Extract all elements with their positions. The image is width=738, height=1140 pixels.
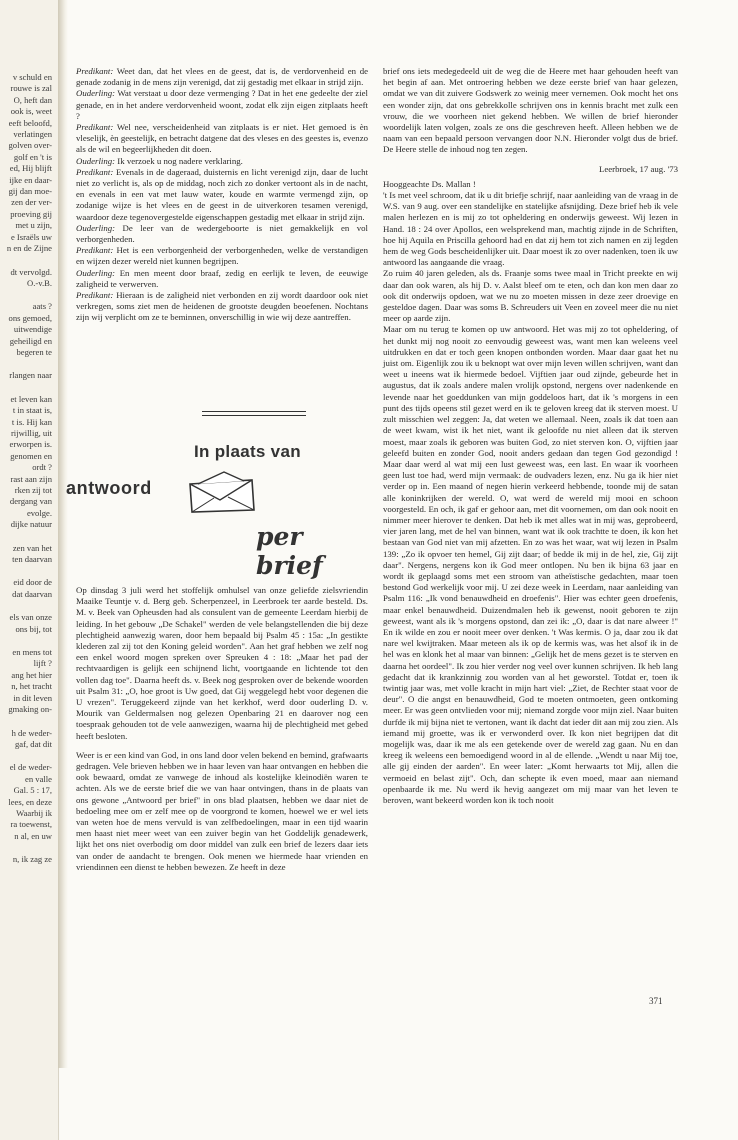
- margin-fragment: eeft beloofd,: [8, 117, 52, 128]
- margin-fragment: n, het tracht: [11, 681, 52, 692]
- margin-fragment: [0, 255, 58, 267]
- margin-fragment: dt vervolgd.: [10, 266, 52, 277]
- margin-fragment: dat daarvan: [12, 588, 52, 599]
- dialogue-entry: [76, 66, 368, 88]
- dialogue-entry: [76, 156, 368, 167]
- dialogue-column: [76, 66, 368, 324]
- speaker-label: Predikant:: [76, 245, 114, 256]
- dialogue-text: De leer van de wedergeboorte is niet gemakkelijk en vol verborgenheden.: [76, 222, 368, 245]
- margin-fragment: n en de Zijne: [6, 243, 52, 254]
- margin-fragment: et leven kan: [10, 393, 52, 404]
- book-spine-shadow: [58, 0, 68, 1068]
- margin-fragment: met u zijn,: [15, 220, 52, 231]
- margin-fragment: rast aan zijn: [10, 473, 52, 484]
- dialogue-entry: [76, 167, 368, 223]
- dialogue-entry: [76, 88, 368, 122]
- page-number: 371: [649, 996, 663, 1006]
- margin-fragment: rijwillig, uit: [10, 427, 52, 438]
- margin-fragment: lees, en deze: [8, 796, 52, 807]
- previous-page-margin: [0, 0, 59, 1140]
- margin-fragment: en mens tot: [12, 647, 52, 658]
- dialogue-text: En men meent door braaf, zedig en eerlijk te leven, de eeuwige zaligheid te verwerven.: [76, 267, 368, 289]
- margin-fragment: [0, 531, 58, 543]
- margin-fragment: Gal. 5 : 17,: [13, 785, 52, 796]
- article-paragraph: Weer is er een kind van God, in ons land door velen bekend en bemind, grafwaarts gedragen. Vele brieven hebben we in haar leven van haar ontvangen en hebben die ook bewaard, omdat ze vanwege de inhoud als kostelijke kleinodiën waren te achten. Als we de eerste brief die we van haar ontvingen, thans in de plaats van ons gewone „Antwoord per brief" in ons blad plaatsen, hebben we daar niet de bedoeling mee om er zelf mee op de voorgrond te komen, hoewel we er wel iets van weten hoe de mens vervuld is van zelfbedoelingen, maar in een tijd waarin men haast niet meer weet van een zuiver begin van het Goddelijk genadewerk, lijkt het ons niet overbodig om door middel van zulk een brief de lezers daar iets van onder de aandacht te brengen. Ook menen we hiermede haar vrienden en vriendinnen een dienst te hebben bewezen. Ze heeft in deze: [76, 749, 368, 872]
- dialogue-entry: [76, 268, 368, 290]
- margin-fragment: dijke natuur: [10, 519, 52, 530]
- margin-fragment: rken zij tot: [14, 485, 52, 495]
- margin-fragment: h de weder-: [11, 727, 52, 738]
- envelope-icon: [184, 470, 258, 514]
- speaker-label: Ouderling:: [76, 155, 116, 166]
- article-paragraph: Op dinsdag 3 juli werd het stoffelijk omhulsel van onze geliefde zielsvriendin Maaike Teuntje v. d. Berg geb. Scherpenzeel, in Leerbroek ter aarde besteld. Ds. M. v. Beek van Opheusden had als consulent van de gemeente Leerdam hierbij de leiding. In het gebouw „De Schakel" werden de vele belangstellenden die bij deze plechtigheid aanwezig waren, door hem bepaald bij Psalm 45 : 15a: „In gestikte klederen zal zij tot den Koning geleid worden". Aan het graf hebben we zelf nog een enkel woord mogen spreken over Spreuken 4 : 18: „Maar het pad der rechtvaardigen is gelijk een schijnend licht, voortgaande en lichtende tot den vollen dag toe". Daarna heeft ds. v. Beek nog gesproken over de bekende woorden uit Psalm 31: „O, hoe groot is Uw goed, dat Gij weggelegd hebt voor degenen die U vrezen". Teruggekeerd zijnde van het kerkhof, werd door ouderling D. v. Mourik van Geldermalsen nog gelezen Openbaring 21 en daarover nog een toespraak gehouden tot de vele aanwezigen, waarna hij de plechtigheid met gebed heeft besloten.: [76, 585, 368, 741]
- dialogue-text: Hieraan is de zaligheid niet verbonden en zij wordt daardoor ook niet verkregen, soms ziet men de heidenen de grootste deugden beoefenen. Nochtans zijn wij verplicht om ze te beminnen, onverschillig in wie wij deze aantreffen.: [76, 290, 368, 323]
- heading-line-1: In plaats van: [194, 442, 301, 461]
- margin-fragment: gmaking on-: [8, 704, 52, 715]
- margin-fragment: v schuld en: [12, 72, 52, 82]
- dialogue-text: Wel nee, verscheidenheid van zitplaats is er niet. Het gemoed is èn vleselijk, èn geestelijk, en betracht datgene dat des vleses en des geestes is, evenzo als de wil en begeerlijkheden dit doen.: [76, 122, 368, 155]
- margin-fragment: evolge.: [26, 507, 52, 518]
- dialogue-text: Evenals in de dageraad, duisternis en licht verenigd zijn, daar de lucht niet zo verlicht is, als op de middag, noch zich zo donker vertoont als in de nacht, en evenals in een vat met lauw water, koude en warmte vermengd zijn, op zodanige wijze is het vlees en de geest in de uitverkoren tesamen verenigd, waardoor deze tegenovergestelde eigenschappen gestadig met elkaar in strijd zijn.: [76, 166, 368, 222]
- margin-fragment: gij dan moe-: [8, 186, 52, 197]
- margin-fragment: ang het hier: [11, 669, 52, 680]
- letter-paragraph: 't Is met veel schroom, dat ik u dit briefje schrijf, naar aanleiding van de vraag in de W.S. van 9 aug. over een standelijke en statelijke afsnijding. Deze brief heb ik vele malen herlezen en is mij zo tot opheldering en onderwijs geweest. Wij lezen in Hand. 18 : 24 over Apollos, een welsprekend man, machtig zijnde in de Schriften, hoe hij Aquila en Priscilla gehoord had en dat zij hem tot zich namen en zij legden hem de weg Gods bescheidenlijker uit. Daar moest ik zo over nadenken, toen ik uw antwoord las aangaande die vraag.: [383, 190, 678, 268]
- dialogue-entry: [76, 122, 368, 156]
- margin-fragment: [0, 600, 58, 612]
- letter-place-date: Leerbroek, 17 aug. '73: [598, 163, 678, 174]
- heading-line-2: antwoord: [66, 478, 152, 498]
- margin-fragment: t is. Hij kan: [11, 416, 52, 427]
- margin-fragment: ons bij, tot: [15, 623, 52, 634]
- left-lower-text: [76, 585, 368, 873]
- margin-fragment: ten daarvan: [12, 554, 52, 565]
- margin-fragment: [0, 565, 58, 577]
- margin-fragment: aats ?: [32, 301, 52, 312]
- dialogue-entry: [76, 223, 368, 245]
- dialogue-text: Wat verstaat u door deze vermenging ? Dat in het ene gedeelte der ziel genade, en in het andere verdorvenheid woont, zodat elk zijn eigen zitplaats heeft ?: [76, 88, 368, 121]
- speaker-label: Ouderling:: [76, 88, 116, 99]
- speaker-label: Predikant:: [76, 290, 114, 301]
- dialogue-entry: [76, 290, 368, 324]
- margin-fragment: els van onze: [9, 612, 52, 623]
- margin-fragment: n, ik zag ze: [12, 854, 52, 865]
- margin-fragment: ons gemoed,: [8, 312, 52, 323]
- margin-fragment: erworpen is.: [9, 439, 52, 450]
- margin-fragment: golf en 't is: [13, 151, 52, 162]
- letter-salutation: Hooggeachte Ds. Mallan !: [383, 178, 476, 189]
- margin-fragment: t in staat is,: [12, 405, 52, 416]
- section-divider: [202, 411, 306, 412]
- margin-fragment: in dit leven: [13, 692, 52, 703]
- margin-fragment: [0, 289, 58, 301]
- margin-fragment: proeving gij: [10, 208, 52, 219]
- margin-fragment: ijke en daar-: [9, 174, 52, 185]
- margin-fragment: n al, en uw: [14, 830, 52, 841]
- margin-fragment: uitwendige: [13, 324, 52, 335]
- margin-fragment: eid door de: [13, 577, 52, 588]
- speaker-label: Predikant:: [76, 166, 114, 177]
- margin-fragment: ed, Hij blijft: [9, 163, 52, 174]
- margin-fragment: rlangen naar: [9, 370, 52, 381]
- margin-fragment: begeren te: [16, 346, 52, 357]
- dialogue-entry: [76, 245, 368, 267]
- margin-fragment: en valle: [25, 773, 52, 784]
- heading-line-3: per brief: [256, 522, 323, 580]
- margin-fragment: rouwe is zal: [10, 83, 52, 94]
- margin-fragment: geheiligd en: [9, 335, 52, 346]
- section-divider-thin: [202, 415, 306, 416]
- margin-fragment: [0, 842, 58, 854]
- speaker-label: Predikant:: [76, 122, 114, 133]
- margin-fragment: [0, 635, 58, 647]
- margin-fragment: [0, 382, 58, 394]
- letter-intro: brief ons iets medegedeeld uit de weg die de Heere met haar gehouden heeft van het begin af aan. Met ontroering hebben we deze eerste brief van haar gelezen, omdat we van dit zuivere Godswerk zo weinig meer vernemen. Ook mocht het ons een wonder zijn, dat ons gebrekkolle schrijven ons in kennis bracht met zulk een vrouw, die we voorheen niet gekend hebben. We willen de brief hieronder woordelijk laten volgen, zoals ze ons die geschreven heeft. Alleen hebben we de naam van een bepaald persoon vervangen door N.N. Hieronder volgt dus de brief. De Heere stelle de inhoud nog ten zegen.: [383, 66, 678, 155]
- margin-fragment: dergang van: [9, 496, 52, 507]
- speaker-label: Predikant:: [76, 66, 114, 76]
- margin-fragment: Waarbij ik: [16, 807, 52, 818]
- letter-body: [383, 190, 678, 806]
- margin-fragment: zen der ver-: [11, 197, 52, 208]
- margin-fragment: zen van het: [12, 542, 52, 553]
- margin-fragment: genomen en: [10, 450, 52, 461]
- letter-paragraph: Maar om nu terug te komen op uw antwoord. Het was mij zo tot opheldering, of het dunkt mij nog nooit zo eenvoudig geweest was, want men kan weleens veel uitdrukken en dat er toch geen knopen ontbonden worden. Maar daar gaat het nu juist om. Eigenlijk zou ik u beknopt wat over mijn leven willen schrijven, want dan weet u ineens wat ik hiermede bedoel. Vijftien jaar oud zijnde, gebeurde het in augustus, dat ik zoals andere malen vrolijk opstond, nergens over nadenkende en levende naar het goeddunken van mijn goddeloos hart, dat ik 's morgens in een punt des tijds opeens stil gezet werd en ik te geloven kreeg dat ik sterven moest. U zult misschien wel zeggen: Ja, dat weten we allemaal. Neen, zoals ik dat toen aan de weet kwam, wist ik het niet, want ik geloofde nu niet alleen dat ik sterven moest, maar zoals ik geboren was buiten God, zo niet sterven kon. O, vijftien jaar geleefd buiten en zonder God, nooit anders gedaan dan tegen God gezondigd ! Maar daar werd al wat mij een lust geweest was, een last. En waar ik voorheen geen lust toe had, werd mijn vermaak: de oudvaders lezen, enz. Nu ga ik hier niet verder op in. Een maand of negen hierin verkeerd hebbende, toonde mij de satan alle koninkrijken der wereld. O, wat werd de wereld mij mooi en schoon voorgesteld. En och, ik gaf er gehoor aan, met dit voornemen, om dan ook nooit en nimmer meer hierover te denken. Dat heb ik met alles wat in mij was, geprobeerd, vier jaren lang, met de hel van binnen, want wat ik ook trachtte te doen, ik kon het bestaan van God niet van mij afzetten. En zo was het waar, wat wij lezen in Psalm 139: „Zo ik opvoer ten hemel, Gij zijt daar; of bedde ik mij in de hel, zie, Gij zijt daar". Nergens, nergens kon ik God meer ontlopen. Nu ben ik bijna 63 jaar en wordt ik geplaagd soms met een stroom van atheïstische gedachten, maar toen bestond God werkelijk voor mij. U zei deze week in Leerdam, naar aanleiding van Psalm 116: „Ik vond benauwdheid en droefenis". Hier was echter geen droefenis, maar enkel benauwdheid. Duizendmalen heb ik gewenst, nooit geboren te zijn geweest, want als ik 's morgens opstond, dan zei ik: „O, daar is dat nare alweer !" En ik wilde en zou er nooit meer over denken. 't Was kermis. O ja, daar zou ik dat nare wel kwijtraken. Maar meteen als ik op de kermis was, was het alsof ik in de hel was en klonk het al maar van binnen: „Gelijk het de mens gezet is te sterven en daarna het oordeel". Ik zou hier verder nog veel over kunnen schrijven. Ik heb lang gedacht dat ik krankzinnig zou worden van al het geworstel. Totdat er, toen ik twintig jaar was, met volle kracht in mijn hart viel: „Ziet, de Rechter staat voor de deur". O die angst en benauwdheid, God te moeten ontmoeten, geen ontkoming meer. Er was geen ontvlieden voor mij; niemand zorgde voor mijn ziel. Naar buiten durfde ik mij bijna niet te vertonen, want ik dacht dat ieder dit aan mij zou zien. Als iemand mij groette, was ik er verwonderd over. Ik kon niet begrijpen dat dit mogelijk was, daar ik me als een getekende over de wereld zag gaan. Nu en dan kreeg ik weleens een bemoedigend woord in al de ellende. „Wendt u naar Mij toe, alle gij einden der aarden". En weer later: „Komt herwaarts tot Mij, allen die vermoeid en belast zijt". Och, dan schepte ik even moed, maar aan niemand openbaarde ik me. Nu werd ik hevig aangezet om mij maar van het leven te beroven, want bekeerd worden kon ik toch nooit: [383, 324, 678, 805]
- margin-fragment: ra toewenst,: [10, 819, 52, 830]
- margin-fragment: el de weder-: [9, 762, 52, 773]
- speaker-label: Ouderling:: [76, 267, 116, 278]
- margin-fragment: ordt ?: [32, 462, 52, 473]
- margin-fragment: [0, 716, 58, 728]
- margin-fragment: gaf, dat dit: [15, 738, 52, 749]
- margin-fragment: lijft ?: [33, 658, 52, 669]
- margin-fragment: O.-v.B.: [27, 277, 52, 288]
- margin-fragment: golven over-: [8, 140, 52, 151]
- section-heading: [66, 430, 368, 580]
- letter-column: [383, 66, 678, 806]
- letter-paragraph: Zo ruim 40 jaren geleden, als ds. Fraanje soms twee maal in Tricht preekte en wij daar dan ook waren, als hij D. v. Aalst bleef om te eten, och dan kon men daar zo ook dit onderwijs opdoen, wat we nu zo moeten missen in deze zeer droevige en gesteldoe dagen. Daar was soms B. Schreuders uit Veen en zoveel meer die nu niet meer op aarde zijn.: [383, 268, 678, 324]
- margin-fragment: [0, 358, 58, 370]
- margin-fragment: [0, 750, 58, 762]
- dialogue-text: Ik verzoek u nog nadere verklaring.: [117, 155, 243, 166]
- speaker-label: Ouderling:: [76, 222, 116, 233]
- dialogue-text: Het is een verborgenheid der verborgenheden, welke de verstandigen en wijzen dezer wereld niet kunnen begrijpen.: [76, 245, 368, 267]
- margin-fragment: O, heft dan: [13, 94, 52, 105]
- margin-fragment: verlatingen: [13, 129, 52, 140]
- dialogue-text: Weet dan, dat het vlees en de geest, dat is, de verdorvenheid en de genade zodanig in de mens zijn verenigd, dat zij gestadig met elkaar in strijd zijn.: [76, 66, 368, 88]
- margin-fragment: ook is, weet: [10, 106, 52, 117]
- margin-fragment: e Israëls uw: [10, 231, 52, 242]
